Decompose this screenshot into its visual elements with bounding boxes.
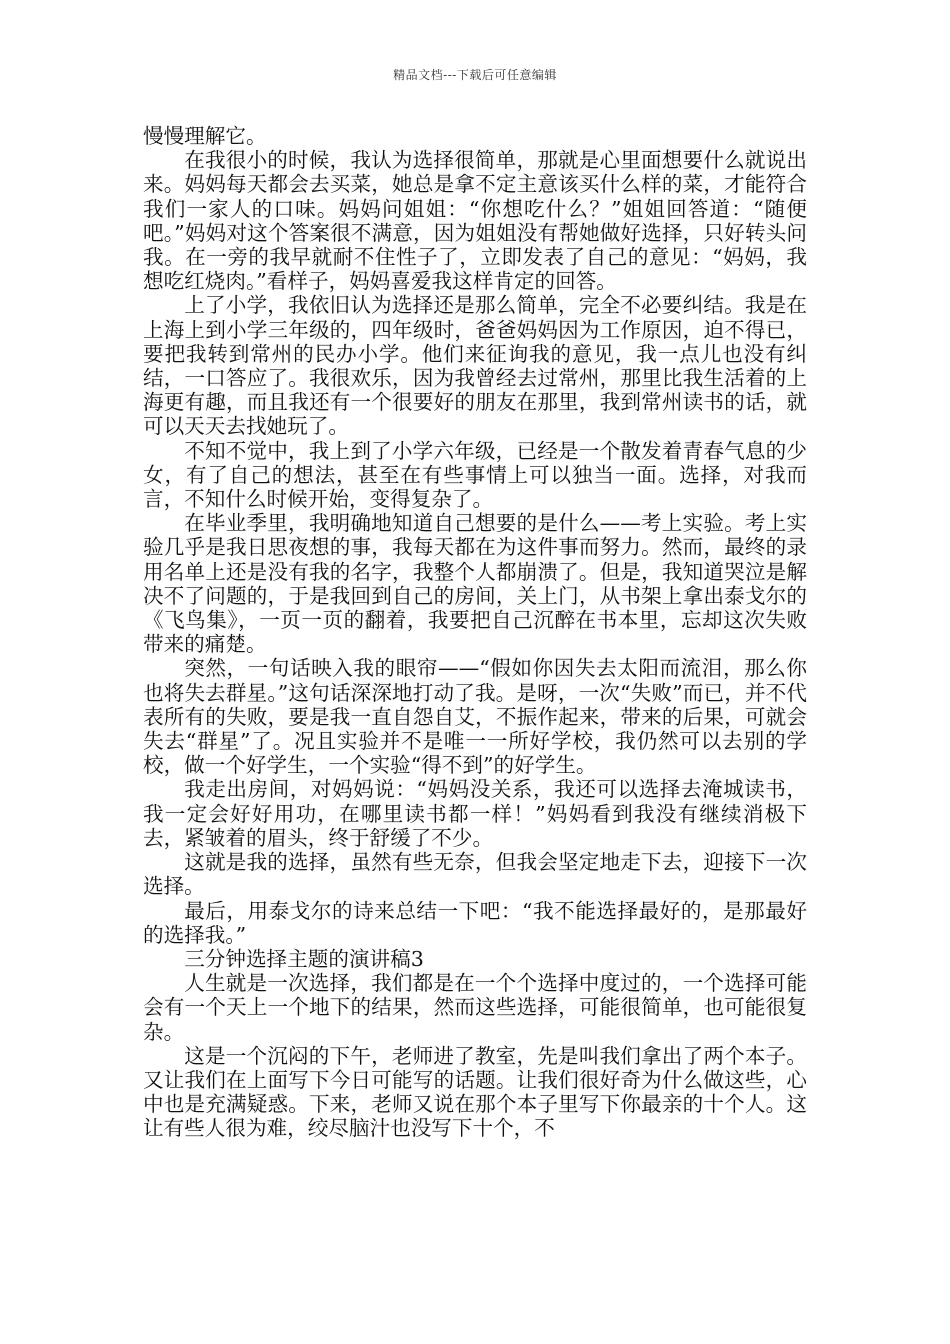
paragraph-9: 最后，用泰戈尔的诗来总结一下吧：“我不能选择最好的，是那最好的选择我。” [143,898,807,947]
paragraph-2: 在我很小的时候，我认为选择很简单，那就是心里面想要什么就说出来。妈妈每天都会去买菜，她总是拿不定主意该买什么样的菜，才能符合我们一家人的口味。妈妈问姐姐：“你想吃什么？”姐姐回答道：“随便吧。”妈妈对这个答案很不满意，因为姐姐没有帮她做好选择，只好转头问我。在一旁的我早就耐不住性子了，立即发表了自己的意见：“妈妈，我想吃红烧肉。”看样子，妈妈喜爱我这样肯定的回答。 [143,148,807,294]
paragraph-3: 上了小学，我依旧认为选择还是那么简单，完全不必要纠结。我是在上海上到小学三年级的，四年级时，爸爸妈妈因为工作原因，迫不得已，要把我转到常州的民办小学。他们来征询我的意见，我一点儿也没有纠结，一口答应了。我很欢乐，因为我曾经去过常州，那里比我生活着的上海更有趣，而且我还有一个很要好的朋友在那里，我到常州读书的话，就可以天天去找她玩了。 [143,293,807,439]
paragraph-8: 这就是我的选择，虽然有些无奈，但我会坚定地走下去，迎接下一次选择。 [143,850,807,899]
paragraph-6: 突然，一句话映入我的眼帘——“假如你因失去太阳而流泪，那么你也将失去群星。”这句话深深地打动了我。是呀，一次“失败”而已，并不代表所有的失败，要是我一直自怨自艾，不振作起来，带来的后果，可就会失去“群星”了。况且实验并不是唯一一所好学校，我仍然可以去别的学校，做一个好学生，一个实验“得不到”的好学生。 [143,656,807,778]
page-header: 精品文档---下载后可任意编辑 [393,68,557,82]
paragraph-10: 人生就是一次选择，我们都是在一个个选择中度过的，一个选择可能会有一个天上一个地下的结果，然而这些选择，可能很简单，也可能很复杂。 [143,971,807,1044]
paragraph-11: 这是一个沉闷的下午，老师进了教室，先是叫我们拿出了两个本子。又让我们在上面写下今日可能写的话题。让我们很好奇为什么做这些，心中也是充满疑惑。下来，老师又说在那个本子里写下你最亲的十个人。这让有些人很为难，绞尽脑汁也没写下十个，不 [143,1043,807,1141]
paragraph-7: 我走出房间，对妈妈说：“妈妈没关系，我还可以选择去淹城读书，我一定会好好用功，在哪里读书都一样！”妈妈看到我没有继续消极下去，紧皱着的眉头，终于舒缓了不少。 [143,777,807,850]
paragraph-5: 在毕业季里，我明确地知道自己想要的是什么——考上实验。考上实验几乎是我日思夜想的事，我每天都在为这件事而努力。然而，最终的录用名单上还是没有我的名字，我整个人都崩溃了。但是，我知道哭泣是解决不了问题的，于是我回到自己的房间，关上门，从书架上拿出泰戈尔的《飞鸟集》，一页一页的翻着，我要把自己沉醉在书本里，忘却这次失败带来的痛楚。 [143,511,807,657]
paragraph-1: 慢慢理解它。 [143,124,267,148]
section-heading: 三分钟选择主题的演讲稿3 [184,946,424,971]
document-body [143,124,807,1141]
paragraph-4: 不知不觉中，我上到了小学六年级，已经是一个散发着青春气息的少女，有了自己的想法，甚至在有些事情上可以独当一面。选择，对我而言，不知什么时候开始，变得复杂了。 [143,438,807,512]
